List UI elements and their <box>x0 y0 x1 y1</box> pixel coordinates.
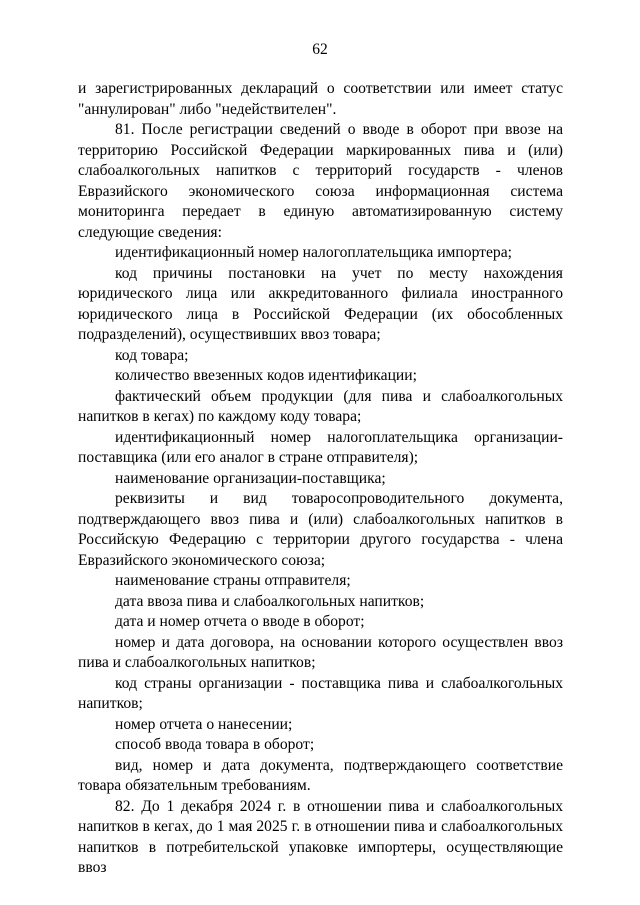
list-item: дата и номер отчета о вводе в оборот; <box>115 613 365 630</box>
list-item: идентификационный номер налогоплательщика организации-поставщика (или его аналог в стране отправителя); <box>78 428 563 466</box>
list-item: наименование страны отправителя; <box>115 572 351 589</box>
list-item: код товара; <box>115 346 189 364</box>
list-item: реквизиты и вид товаросопроводительного документа, подтверждающего ввоз пива и (или) слабоалкогольных напитков в Российскую Федерацию с территории другого государства - члена Евразийского экономического союза; <box>78 490 563 569</box>
list-item: номер отчета о нанесении; <box>115 715 293 733</box>
document-body <box>78 79 563 879</box>
paragraph-82: 82. До 1 декабря 2024 г. в отношении пива и слабоалкогольных напитков в кегах, до 1 мая 2025 г. в отношении пива и слабоалкогольных напитков в потребительской упаковке импортеры, осуществляющие ввоз <box>78 797 563 876</box>
list-item: количество ввезенных кодов идентификации; <box>115 367 417 384</box>
list-item: способ ввода товара в оборот; <box>115 736 315 753</box>
paragraph-continuation: и зарегистрированных деклараций о соответствии или имеет статус "аннулирован" либо "недействителен". <box>78 80 563 118</box>
list-item: код причины постановки на учет по месту нахождения юридического лица или аккредитованного филиала иностранного юридического лица в Российской Федерации (их обособленных подразделений), осуществивших ввоз товара; <box>78 264 563 343</box>
page-number: 62 <box>312 41 328 58</box>
list-item: код страны организации - поставщика пива и слабоалкогольных напитков; <box>78 674 563 712</box>
paragraph-81: 81. После регистрации сведений о вводе в оборот при ввозе на территорию Российской Федерации маркированных пива и (или) слабоалкогольных напитков с территорий государств - членов Евразийского экономического союза информационная система мониторинга передает в единую автоматизированную систему следующие сведения: <box>78 121 563 241</box>
list-item: наименование организации-поставщика; <box>115 469 386 487</box>
list-item: идентификационный номер налогоплательщика импортера; <box>115 244 512 261</box>
list-item: вид, номер и дата документа, подтверждающего соответствие товара обязательным требованиям. <box>78 756 563 794</box>
list-item: номер и дата договора, на основании которого осуществлен ввоз пива и слабоалкогольных напитков; <box>78 633 563 671</box>
list-item: дата ввоза пива и слабоалкогольных напитков; <box>115 592 425 610</box>
list-item: фактический объем продукции (для пива и слабоалкогольных напитков в кегах) по каждому коду товара; <box>78 387 563 425</box>
